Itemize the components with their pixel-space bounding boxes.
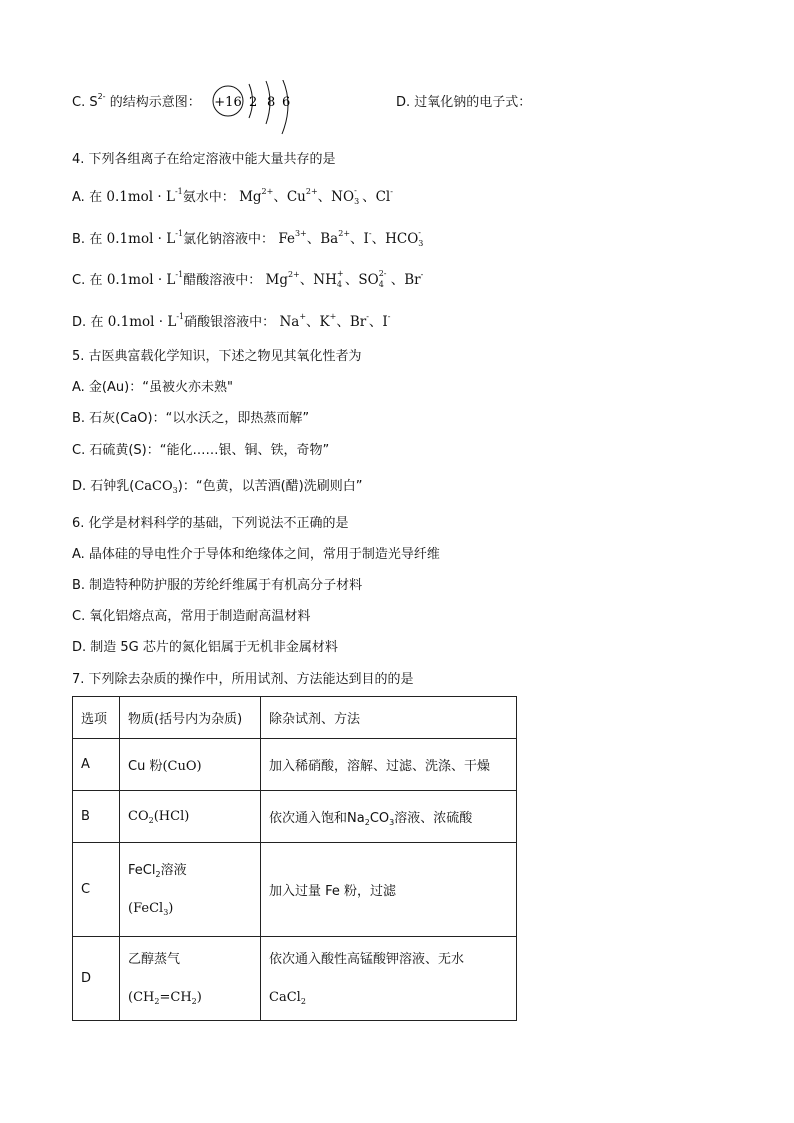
- ion-fe: $Fe^{3+}$: [278, 229, 307, 247]
- table-row: [73, 791, 517, 843]
- row-c-option: C: [73, 843, 120, 937]
- q3c-label: 的结构示意图：: [109, 95, 201, 110]
- table-row: [73, 739, 517, 791]
- table-row: [73, 937, 517, 1021]
- ion-no3: NO - 3: [331, 185, 360, 206]
- q4-option-c: C. 在 $0.1mol \cdot L^{-1}$醋酸溶液中： $Mg^{2+}$、NH + 4 、SO 2- 4 、Br-: [72, 268, 424, 289]
- ion-br: Br-: [404, 270, 424, 288]
- row-d-option: D: [73, 937, 120, 1021]
- q3-option-c: [72, 93, 201, 113]
- q4-option-d: D. 在 $0.1mol \cdot L^{-1}$硝酸银溶液中： Na+、K+、Br-、I-: [72, 312, 391, 330]
- ion-hco3: HCO - 3: [385, 227, 424, 248]
- ion-br: Br-: [349, 312, 369, 330]
- q5-option-b: B. 石灰(CaO)：“以水沃之，即热蒸而解”: [72, 411, 310, 426]
- row-b-option: B: [73, 791, 120, 843]
- q6-option-c: C. 氧化铝熔点高，常用于制造耐高温材料: [72, 609, 311, 624]
- header-method: 除杂试剂、方法: [261, 697, 517, 739]
- q4-option-a: A. 在 $0.1mol \cdot L^{-1}$氨水中： $Mg^{2+}$、$Cu^{2+}$、NO - 3 、Cl-: [72, 185, 393, 206]
- q6-option-b: B. 制造特种防护服的芳纶纤维属于有机高分子材料: [72, 578, 363, 593]
- q6-option-d: D. 制造 5G 芯片的氮化铝属于无机非金属材料: [72, 640, 338, 655]
- ion-na: Na+: [279, 312, 307, 330]
- q6-option-a: A. 晶体硅的导电性介于导体和绝缘体之间，常用于制造光导纤维: [72, 547, 440, 562]
- ion-mg: $Mg^{2+}$: [239, 187, 274, 205]
- row-b-substance: $CO_2(HCl)$: [120, 791, 261, 843]
- concentration: 0.1mol · L: [106, 189, 175, 205]
- ion-so4: SO 2- 4: [358, 268, 387, 289]
- q7-table: [72, 696, 517, 1021]
- q3c-ion-charge: 2-: [97, 92, 106, 101]
- caco3-formula: CaCO$_3$: [134, 479, 178, 495]
- row-c-method: 加入过量 Fe 粉，过滤: [261, 843, 517, 937]
- row-a-option: A: [73, 739, 120, 791]
- table-row: [73, 843, 517, 937]
- row-d-method: 依次通入酸性高锰酸钾溶液、无水 CaCl$_2$: [261, 937, 517, 1021]
- q5-stem: 5. 古医典富载化学知识，下述之物见其氧化性者为: [72, 349, 362, 364]
- q5-option-d: D. 石钟乳(CaCO$_3$)：“色黄，以苦酒(醋)洗刷则白”: [72, 479, 363, 495]
- concentration: 0.1mol · L: [106, 231, 176, 247]
- q4-stem: 4. 下列各组离子在给定溶液中能大量共存的是: [72, 152, 336, 167]
- ion-ba: $Ba^{2+}$: [320, 229, 351, 247]
- header-option: 选项: [73, 697, 120, 739]
- q6-stem: 6. 化学是材料科学的基础，下列说法不正确的是: [72, 516, 349, 531]
- q3c-prefix: C. S: [72, 95, 98, 110]
- ion-cl: Cl-: [375, 187, 393, 205]
- ion-k: K+: [319, 312, 337, 330]
- ion-i: I-: [363, 229, 372, 247]
- q5-option-c: C. 石硫黄(S)：“能化……银、铜、铁，奇物”: [72, 443, 330, 458]
- ion-cu: $Cu^{2+}$: [286, 187, 318, 205]
- table-header-row: [73, 697, 517, 739]
- concentration: 0.1mol · L: [106, 272, 176, 288]
- shell-electrons-2: 8: [267, 95, 276, 110]
- header-substance: 物质(括号内为杂质): [120, 697, 261, 739]
- q4-option-b: B. 在 $0.1mol \cdot L^{-1}$氯化钠溶液中： $Fe^{3+}$、$Ba^{2+}$、I-、HCO - 3: [72, 229, 426, 250]
- ion-mg: $Mg^{2+}$: [265, 270, 300, 288]
- row-b-method: 依次通入饱和$Na_2CO_3$溶液、浓硫酸: [261, 791, 517, 843]
- concentration: 0.1mol · L: [107, 314, 177, 330]
- row-c-substance: FeCl$_2$溶液 (FeCl$_3$): [120, 843, 261, 937]
- sulfur-ion-structure-diagram: [212, 80, 304, 136]
- nucleus-charge: +16: [214, 95, 242, 110]
- q3-option-d: D. 过氧化钠的电子式：: [396, 95, 532, 110]
- ion-nh4: NH + 4: [313, 268, 344, 289]
- q7-stem: 7. 下列除去杂质的操作中，所用试剂、方法能达到目的的是: [72, 672, 414, 687]
- shell-electrons-1: 2: [249, 95, 258, 110]
- row-d-substance: 乙醇蒸气 $(CH_2=CH_2)$: [120, 937, 261, 1021]
- row-a-method: 加入稀硝酸，溶解、过滤、洗涤、干燥: [261, 739, 517, 791]
- row-a-substance: Cu 粉(CuO): [120, 739, 261, 791]
- ion-i: I-: [382, 312, 391, 330]
- q5-option-a: A. 金(Au)：“虽被火亦未熟": [72, 380, 233, 395]
- shell-electrons-3: 6: [282, 95, 291, 110]
